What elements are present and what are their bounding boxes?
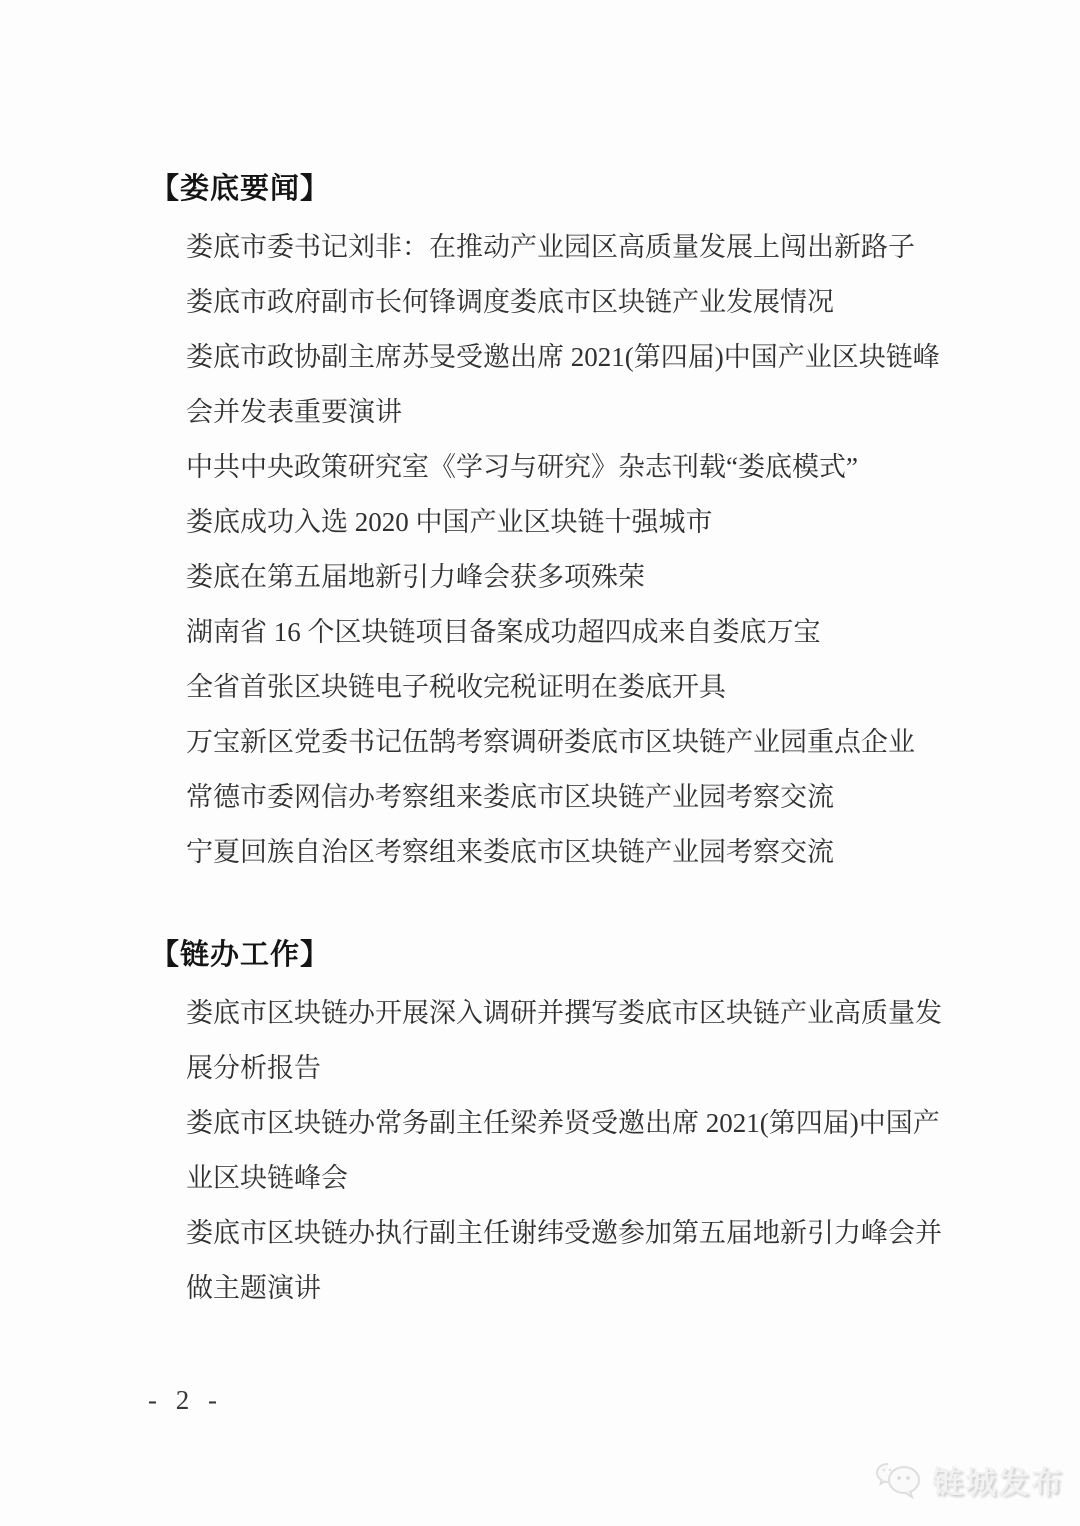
section-title-loudi-news: 【娄底要闻】 — [150, 173, 331, 205]
page-number: - 2 - — [148, 1385, 223, 1415]
news-item-text: 娄底市委书记刘非：在推动产业园区高质量发展上闯出新路子 — [186, 232, 915, 262]
news-item-text: 娄底市区块链办开展深入调研并撰写娄底市区块链产业高质量发展分析报告 — [186, 998, 942, 1083]
news-item-text: 娄底在第五届地新引力峰会获多项殊荣 — [186, 562, 645, 592]
news-item-text: 全省首张区块链电子税收完税证明在娄底开具 — [186, 672, 726, 702]
news-item-list — [150, 220, 942, 880]
news-item — [150, 605, 942, 660]
news-item — [150, 275, 942, 330]
news-item — [150, 330, 942, 440]
news-item — [150, 440, 942, 495]
news-item — [150, 715, 942, 770]
news-item-text: 娄底市区块链办执行副主任谢纬受邀参加第五届地新引力峰会并做主题演讲 — [186, 1218, 942, 1303]
news-item-text: 娄底市政府副市长何锋调度娄底市区块链产业发展情况 — [186, 287, 834, 317]
work-item-list — [150, 986, 942, 1316]
section-title-chain-office-work: 【链办工作】 — [150, 939, 331, 971]
news-item — [150, 825, 942, 880]
watermark — [874, 1457, 1064, 1502]
news-item-text: 娄底市区块链办常务副主任梁养贤受邀出席 2021(第四届)中国产业区块链峰会 — [186, 1108, 940, 1193]
news-item-text: 常德市委网信办考察组来娄底市区块链产业园考察交流 — [186, 782, 834, 812]
section-chain-office-work — [150, 932, 942, 1316]
news-item — [150, 1096, 942, 1206]
news-item — [150, 550, 942, 605]
news-item — [150, 220, 942, 275]
news-item-text: 娄底成功入选 2020 中国产业区块链十强城市 — [186, 507, 713, 537]
news-item-text: 湖南省 16 个区块链项目备案成功超四成来自娄底万宝 — [186, 617, 821, 647]
news-item — [150, 986, 942, 1096]
document-content — [150, 166, 942, 1316]
news-item — [150, 660, 942, 715]
watermark-text: 链城发布 — [932, 1465, 1064, 1500]
news-item — [150, 1206, 942, 1316]
news-item-text: 中共中央政策研究室《学习与研究》杂志刊载“娄底模式” — [186, 452, 858, 482]
news-item — [150, 495, 942, 550]
news-item-text: 娄底市政协副主席苏旻受邀出席 2021(第四届)中国产业区块链峰会并发表重要演讲 — [186, 342, 940, 427]
wechat-icon — [874, 1458, 926, 1502]
news-item — [150, 770, 942, 825]
news-item-text: 宁夏回族自治区考察组来娄底市区块链产业园考察交流 — [186, 837, 834, 867]
news-item-text: 万宝新区党委书记伍鹄考察调研娄底市区块链产业园重点企业 — [186, 727, 915, 757]
section-loudi-news — [150, 166, 942, 880]
